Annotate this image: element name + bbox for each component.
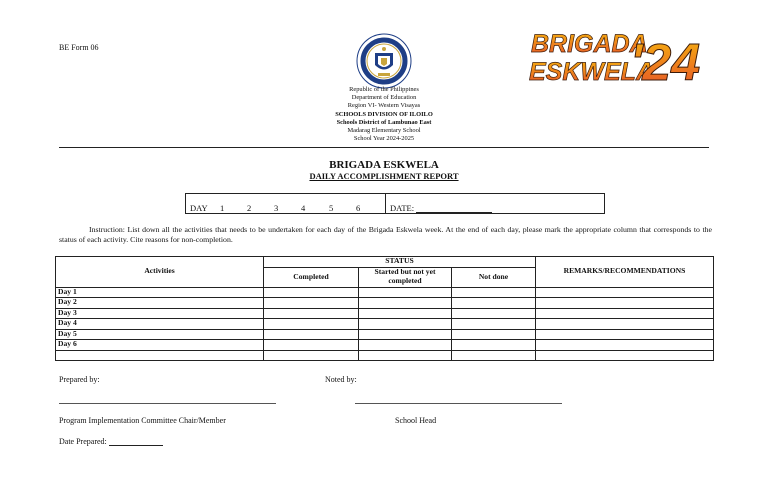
remarks-cell[interactable] bbox=[536, 287, 714, 298]
signature-line-right[interactable] bbox=[355, 403, 562, 404]
header-divider bbox=[59, 147, 709, 148]
not-done-cell[interactable] bbox=[452, 287, 536, 298]
remarks-cell[interactable] bbox=[536, 298, 714, 309]
logo-year: '24 bbox=[630, 34, 701, 88]
header-line: Schools District of Lambunao East bbox=[336, 118, 432, 126]
remarks-cell[interactable] bbox=[536, 340, 714, 351]
completed-cell[interactable] bbox=[264, 350, 359, 361]
remarks-cell[interactable] bbox=[536, 350, 714, 361]
header-line: Republic of the Philippines bbox=[349, 86, 419, 93]
day-row-label bbox=[56, 350, 264, 361]
school-head-label: School Head bbox=[395, 416, 437, 425]
brigada-eskwela-logo bbox=[527, 26, 702, 88]
not-done-cell[interactable] bbox=[452, 350, 536, 361]
header-line: Region VI- Western Visayas bbox=[347, 102, 421, 110]
activities-header: Activities bbox=[56, 257, 264, 288]
logo-line1: BRIGADA bbox=[531, 30, 648, 58]
date-field[interactable] bbox=[390, 203, 492, 213]
accomplishment-table bbox=[55, 256, 714, 361]
completed-cell[interactable] bbox=[264, 298, 359, 309]
table-row bbox=[56, 298, 714, 309]
header-line: Department of Education bbox=[351, 94, 417, 102]
day-row-label: Day 4 bbox=[56, 319, 264, 330]
table-row bbox=[56, 287, 714, 298]
status-header: STATUS bbox=[264, 257, 536, 268]
started-cell[interactable] bbox=[359, 340, 452, 351]
day-row-label: Day 6 bbox=[56, 340, 264, 351]
day-label: DAY bbox=[190, 203, 208, 213]
date-prepared-label: Date Prepared: bbox=[59, 437, 107, 446]
header-line: School Year 2024-2025 bbox=[353, 135, 415, 143]
day-number[interactable]: 5 bbox=[329, 203, 334, 213]
day-cell bbox=[186, 194, 386, 213]
remarks-cell[interactable] bbox=[536, 329, 714, 340]
table-row bbox=[56, 319, 714, 330]
day-number[interactable]: 3 bbox=[274, 203, 279, 213]
header-line: SCHOOLS DIVISION OF ILOILO bbox=[335, 110, 433, 118]
not-done-cell[interactable] bbox=[452, 319, 536, 330]
day-number[interactable]: 6 bbox=[356, 203, 361, 213]
started-header: Started but not yet completed bbox=[359, 267, 452, 287]
not-done-header: Not done bbox=[452, 267, 536, 287]
started-cell[interactable] bbox=[359, 298, 452, 309]
remarks-header: REMARKS/RECOMMENDATIONS bbox=[536, 257, 714, 288]
table-row bbox=[56, 308, 714, 319]
completed-header: Completed bbox=[264, 267, 359, 287]
completed-cell[interactable] bbox=[264, 319, 359, 330]
day-number[interactable]: 2 bbox=[247, 203, 252, 213]
completed-cell[interactable] bbox=[264, 329, 359, 340]
committee-role-label: Program Implementation Committee Chair/Member bbox=[59, 416, 226, 425]
completed-cell[interactable] bbox=[264, 287, 359, 298]
deped-seal-icon bbox=[356, 33, 412, 89]
started-cell[interactable] bbox=[359, 350, 452, 361]
day-number[interactable]: 1 bbox=[220, 203, 225, 213]
header-line: Madarag Elementary School bbox=[347, 127, 421, 135]
day-row-label: Day 3 bbox=[56, 308, 264, 319]
date-prepared-line bbox=[109, 438, 163, 446]
not-done-cell[interactable] bbox=[452, 308, 536, 319]
started-cell[interactable] bbox=[359, 319, 452, 330]
completed-cell[interactable] bbox=[264, 340, 359, 351]
date-label: DATE: bbox=[390, 203, 415, 213]
logo-line2: ESKWELA bbox=[529, 58, 654, 86]
started-cell[interactable] bbox=[359, 308, 452, 319]
report-title: BRIGADA ESKWELA bbox=[329, 159, 439, 171]
instruction-text: Instruction: List down all the activities that needs to be undertaken for each day of the Brigada Eskwela week. At the end of each day, please mark the appropriate column that corresponds to the status of each activity. Cite reasons for non-completion. bbox=[59, 225, 712, 244]
not-done-cell[interactable] bbox=[452, 329, 536, 340]
noted-by-label: Noted by: bbox=[325, 375, 357, 384]
date-line bbox=[416, 204, 492, 213]
date-prepared-field[interactable] bbox=[59, 437, 163, 446]
school-header bbox=[284, 86, 484, 143]
started-cell[interactable] bbox=[359, 329, 452, 340]
remarks-cell[interactable] bbox=[536, 319, 714, 330]
started-cell[interactable] bbox=[359, 287, 452, 298]
day-row-label: Day 1 bbox=[56, 287, 264, 298]
report-subtitle: DAILY ACCOMPLISHMENT REPORT bbox=[309, 171, 459, 181]
table-row bbox=[56, 329, 714, 340]
day-number[interactable]: 4 bbox=[301, 203, 306, 213]
day-row-label: Day 2 bbox=[56, 298, 264, 309]
remarks-cell[interactable] bbox=[536, 308, 714, 319]
table-row bbox=[56, 350, 714, 361]
not-done-cell[interactable] bbox=[452, 298, 536, 309]
table-row bbox=[56, 340, 714, 351]
day-row-label: Day 5 bbox=[56, 329, 264, 340]
completed-cell[interactable] bbox=[264, 308, 359, 319]
not-done-cell[interactable] bbox=[452, 340, 536, 351]
day-date-box bbox=[185, 193, 605, 214]
signature-line-left[interactable] bbox=[59, 403, 276, 404]
prepared-by-label: Prepared by: bbox=[59, 375, 100, 384]
form-number: BE Form 06 bbox=[59, 43, 99, 52]
